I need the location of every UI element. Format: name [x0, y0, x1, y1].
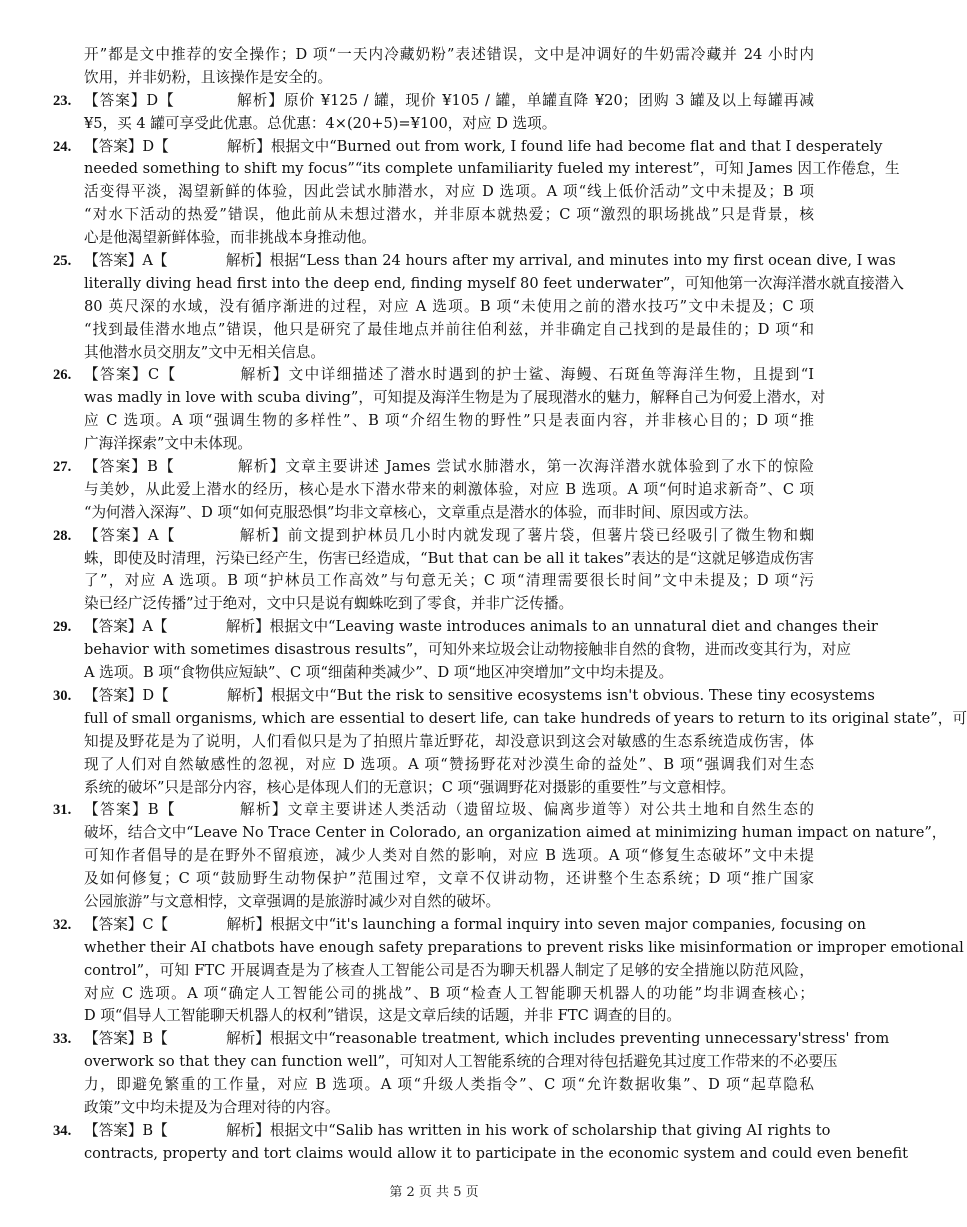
line-text: was madly in love with scuba diving”，可知提及海洋生物是为了展现潜水的魅力，解释自己为何爱上潜水，对 [84, 389, 826, 407]
text-line [0, 616, 878, 639]
line-text: 【答案】C【 解析】根据文中“it's launching a formal inquiry into seven major companies, focusing on [84, 915, 866, 933]
answer-item [0, 799, 947, 913]
text-line [0, 525, 814, 548]
text-line [0, 868, 814, 891]
text-line [0, 822, 947, 845]
text-line [0, 364, 814, 387]
text-line [0, 708, 967, 731]
text-line [0, 113, 814, 136]
answer-item [0, 90, 868, 136]
text-line [0, 1097, 814, 1120]
line-text: 【答案】C【 解析】文中详细描述了潜水时遇到的护士鲨、海鳗、石斑鱼等海洋生物，且提到“I [84, 366, 814, 384]
answer-item [0, 250, 904, 364]
question-number: 25. [53, 253, 72, 270]
text-line [0, 891, 814, 914]
question-number: 33. [53, 1031, 72, 1048]
text-line [0, 433, 814, 456]
text-line [0, 1028, 890, 1051]
text-line [0, 845, 814, 868]
question-number: 28. [53, 527, 72, 544]
line-text: 知提及野花是为了说明，人们看似只是为了拍照片靠近野花，却没意识到这会对敏感的生态系统造成伤害，体 [84, 732, 814, 750]
line-text: “对水下活动的热爱”错误，他此前从未想过潜水，并非原本就热爱；C 项“激烈的职场挑战”只是背景，核 [84, 206, 814, 224]
question-number: 24. [53, 138, 72, 155]
answer-item [0, 914, 964, 1028]
text-line [0, 342, 814, 365]
line-text: 系统的破坏”只是部分内容，核心是体现人们的无意识；C 项“强调野花对摄影的重要性”与文意相悖。 [84, 778, 736, 796]
text-line [0, 960, 814, 983]
question-number: 31. [53, 802, 72, 819]
line-text: 80 英尺深的水域，没有循序渐进的过程，对应 A 选项。B 项“未使用之前的潜水技巧”文中未提及；C 项 [84, 297, 814, 315]
line-text: 染已经广泛传播”过于绝对，文中只是说有蜘蛛吃到了零食，并非广泛传播。 [84, 595, 574, 613]
line-text: whether their AI chatbots have enough safety preparations to prevent risks like misinformation or improper emotional [84, 938, 964, 956]
text-line [0, 502, 814, 525]
line-text: 心是他渴望新鲜体验，而非挑战本身推动他。 [84, 229, 376, 247]
line-text: 【答案】D【 解析】根据文中“Burned out from work, I found life had become flat and that I desperately [84, 137, 883, 155]
text-line [0, 67, 814, 90]
question-number: 30. [53, 687, 72, 704]
text-line [0, 983, 814, 1006]
line-text: 了”，对应 A 选项。B 项“护林员工作高效”与句意无关；C 项“清理需要很长时间”文中未提及；D 项“污 [84, 572, 814, 590]
line-text: full of small organisms, which are essential to desert life, can take hundreds of years to return to its original state”，可 [84, 709, 967, 727]
line-text: literally diving head first into the deep end, finding myself 80 feet underwater”，可知他第一次海洋潜水就直接潜入 [84, 274, 904, 292]
text-line [0, 1120, 831, 1143]
line-text: 【答案】B【 解析】根据文中“Salib has written in his work of scholarship that giving AI rights to [84, 1121, 831, 1139]
line-text: contracts, property and tort claims would allow it to participate in the economic system and could even benefit [84, 1144, 909, 1162]
line-text: 破坏，结合文中“Leave No Trace Center in Colorado, an organization aimed at minimizing human impact on nature”， [84, 824, 947, 842]
line-text: 【答案】D【 解析】根据文中“But the risk to sensitive ecosystems isn't obvious. These tiny ecosystems [84, 686, 875, 704]
question-number: 32. [53, 916, 72, 933]
text-line [0, 410, 814, 433]
line-text: 力，即避免繁重的工作量，对应 B 选项。A 项“升级人类指令”、C 项“允许数据收集”、D 项“起草隐私 [84, 1076, 814, 1094]
answer-item [0, 616, 878, 685]
text-line [0, 777, 814, 800]
text-line [0, 204, 814, 227]
line-text: 【答案】B【 解析】根据文中“reasonable treatment, which includes preventing unnecessary'stress' from [84, 1030, 890, 1048]
line-text: 【答案】A【 解析】根据“Less than 24 hours after my arrival, and minutes into my first ocean dive, I was [84, 252, 896, 270]
line-text: 与美妙，从此爱上潜水的经历，核心是水下潜水带来的刺激体验，对应 B 选项。A 项“何时追求新奇”、C 项 [84, 480, 814, 498]
page-footer: 第 2 页 共 5 页 [389, 1185, 479, 1200]
text-line [0, 799, 814, 822]
line-text: “为何潜入深海”、D 项“如何克服恐惧”均非文章核心，文章重点是潜水的体验，而非时间、原因或方法。 [84, 503, 758, 521]
text-line [0, 296, 814, 319]
text-line [0, 227, 814, 250]
question-number: 27. [53, 459, 72, 476]
line-text: 活变得平淡，渴望新鲜的体验，因此尝试水肺潜水，对应 D 选项。A 项“线上低价活动”文中未提及；B 项 [84, 183, 814, 201]
line-text: 【答案】B【 解析】文章主要讲述人类活动（遗留垃圾、偏离步道等）对公共土地和自然生态的 [84, 801, 814, 819]
line-text: 【答案】A【 解析】前文提到护林员几小时内就发现了薯片袋，但薯片袋已经吸引了微生物和蜘 [84, 526, 814, 544]
continued-paragraph [0, 44, 868, 90]
text-line [0, 136, 883, 159]
text-line [0, 937, 964, 960]
text-line [0, 1005, 814, 1028]
line-text: “找到最佳潜水地点”错误，他只是研究了最佳地点并前往伯利兹，并非确定自己找到的是最佳的；D 项“和 [84, 320, 814, 338]
text-line [0, 685, 875, 708]
text-line [0, 570, 814, 593]
text-line [0, 44, 814, 67]
line-text: needed something to shift my focus”“its complete unfamiliarity fueled my interest”，可知 James 因工作倦怠，生 [84, 160, 900, 178]
line-text: ¥5，买 4 罐可享受此优惠。总优惠：4×(20+5)=¥100，对应 D 选项。 [84, 114, 557, 132]
text-line [0, 731, 814, 754]
text-line [0, 250, 896, 273]
line-text: 广海洋探索”文中未体现。 [84, 435, 252, 453]
text-line [0, 754, 814, 777]
text-line [0, 593, 814, 616]
line-text: 公园旅游”与文意相悖，文章强调的是旅游时减少对自然的破坏。 [84, 892, 501, 910]
line-text: overwork so that they can function well”，可知对人工智能系统的合理对待包括避免其过度工作带来的不必要压 [84, 1053, 838, 1071]
answer-item [0, 525, 868, 617]
line-text: 及如何修复；C 项“鼓励野生动物保护”范围过窄，文章不仅讲动物，还讲整个生态系统；D 项“推广国家 [84, 870, 814, 888]
answer-item [0, 1120, 909, 1166]
line-text: 可知作者倡导的是在野外不留痕迹，减少人类对自然的影响，对应 B 选项。A 项“修复生态破坏”文中未提 [84, 847, 814, 865]
answer-item [0, 136, 900, 250]
line-text: 饮用，并非奶粉，且该操作是安全的。 [84, 68, 333, 86]
answer-item [0, 364, 868, 456]
line-text: 对应 C 选项。A 项“确定人工智能公司的挑战”、B 项“检查人工智能聊天机器人的功能”均非调查核心； [84, 984, 814, 1002]
text-line [0, 387, 826, 410]
text-line [0, 662, 814, 685]
text-line [0, 1074, 814, 1097]
document-body [0, 44, 967, 1166]
text-line [0, 548, 814, 571]
line-text: 开”都是文中推荐的安全操作；D 项“一天内冷藏奶粉”表述错误，文中是冲调好的牛奶需冷藏并 24 小时内 [84, 46, 814, 63]
text-line [0, 639, 851, 662]
text-line [0, 273, 904, 296]
line-text: 【答案】B【 解析】文章主要讲述 James 尝试水肺潜水，第一次海洋潜水就体验到了水下的惊险 [84, 458, 814, 476]
text-line [0, 158, 900, 181]
question-number: 23. [53, 92, 72, 109]
answer-item [0, 1028, 890, 1120]
line-text: 蛛，即使及时清理，污染已经产生，伤害已经造成，“But that can be all it takes”表达的是“这就足够造成伤害 [84, 549, 814, 567]
line-text: 政策”文中均未提及为合理对待的内容。 [84, 1098, 340, 1116]
line-text: 【答案】D【 解析】原价 ¥125 / 罐，现价 ¥105 / 罐，单罐直降 ¥20；团购 3 罐及以上每罐再减 [84, 91, 814, 109]
line-text: 现了人们对自然敏感性的忽视，对应 D 选项。A 项“赞扬野花对沙漠生命的益处”、B 项“强调我们对生态 [84, 755, 814, 773]
text-line [0, 90, 814, 113]
answer-item [0, 685, 967, 799]
text-line [0, 319, 814, 342]
text-line [0, 914, 866, 937]
line-text: A 选项。B 项“食物供应短缺”、C 项“细菌种类减少”、D 项“地区冲突增加”文中均未提及。 [84, 664, 674, 682]
line-text: 应 C 选项。A 项“强调生物的多样性”、B 项“介绍生物的野性”只是表面内容，并非核心目的；D 项“推 [84, 412, 814, 430]
question-number: 29. [53, 619, 72, 636]
line-text: 【答案】A【 解析】根据文中“Leaving waste introduces animals to an unnatural diet and changes their [84, 618, 878, 636]
text-line [0, 1051, 838, 1074]
text-line [0, 1143, 909, 1166]
line-text: D 项“倡导人工智能聊天机器人的权利”错误，这是文章后续的话题，并非 FTC 调查的目的。 [84, 1007, 681, 1025]
text-line [0, 479, 814, 502]
line-text: 其他潜水员交朋友”文中无相关信息。 [84, 343, 325, 361]
question-number: 34. [53, 1122, 72, 1139]
line-text: control”，可知 FTC 开展调查是为了核查人工智能公司是否为聊天机器人制定了足够的安全措施以防范风险， [84, 961, 814, 979]
text-line [0, 456, 814, 479]
answer-item [0, 456, 868, 525]
question-number: 26. [53, 367, 72, 384]
text-line [0, 181, 814, 204]
line-text: behavior with sometimes disastrous results”，可知外来垃圾会让动物接触非自然的食物，进而改变其行为，对应 [84, 641, 851, 659]
